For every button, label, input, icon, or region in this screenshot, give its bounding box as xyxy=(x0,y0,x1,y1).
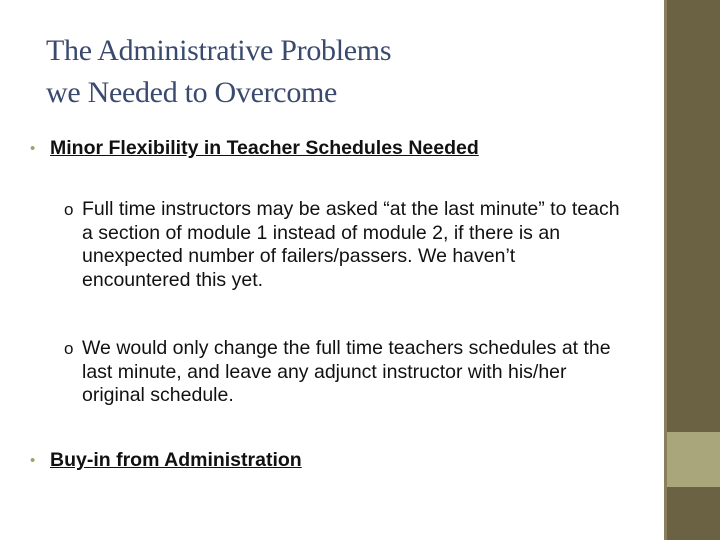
slide-title xyxy=(46,30,646,114)
title-line-2: we Needed to Overcome xyxy=(46,76,338,109)
sub-bullet-change-schedules xyxy=(64,337,624,408)
bullet-schedule-flexibility xyxy=(30,136,479,161)
bullet-text: Minor Flexibility in Teacher Schedules Needed xyxy=(50,137,479,159)
sub-bullet-circle-icon: o xyxy=(64,200,74,219)
sub-bullet-text: We would only change the full time teachers schedules at the last minute, and leave any adjunct instructor with his/her original schedule. xyxy=(82,337,611,406)
title-line-1: The Administrative Problems xyxy=(46,34,392,67)
bullet-dot-icon: • xyxy=(30,140,36,157)
sidebar-accent-block xyxy=(667,432,720,487)
sub-bullet-full-time-instructors xyxy=(64,198,624,292)
bullet-dot-icon: • xyxy=(30,452,36,469)
bullet-text: Buy-in from Administration xyxy=(50,449,302,471)
sub-bullet-circle-icon: o xyxy=(64,339,74,358)
bullet-buy-in-administration xyxy=(30,448,302,473)
sub-bullet-text: Full time instructors may be asked “at the last minute” to teach a section of module 1 instead of module 2, if there is an unexpected number of failers/passers. We haven’t encountered this yet. xyxy=(82,198,620,291)
